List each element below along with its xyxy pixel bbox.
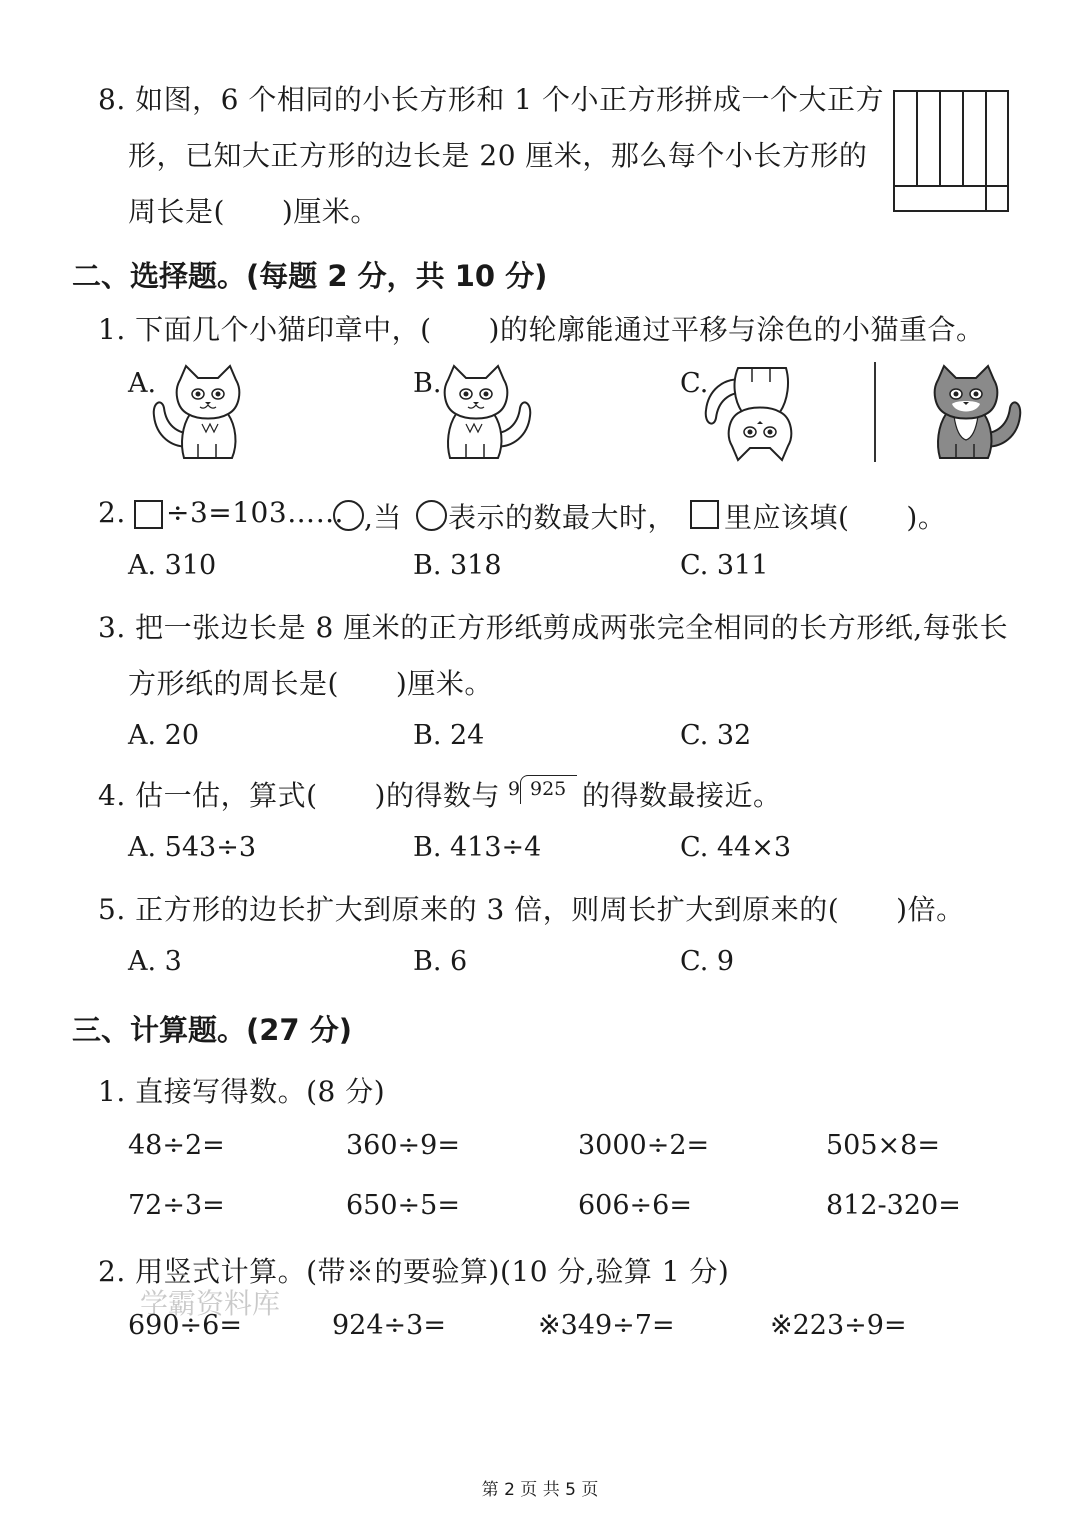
s3-q1-stem: 1. 直接写得数。(8 分)	[98, 1075, 386, 1108]
watermark: 学霸资料库	[140, 1287, 281, 1320]
long-division-divisor: 9	[508, 778, 521, 800]
gray-cat-image	[926, 364, 1022, 462]
calc-item: 72÷3=	[128, 1190, 225, 1221]
box-symbol-1	[134, 500, 163, 529]
s2-q5-stem: 5. 正方形的边长扩大到原来的 3 倍，则周长扩大到原来的( )倍。	[98, 893, 965, 926]
cat-b-image	[436, 364, 532, 462]
s2-q1-stem: 1. 下面几个小猫印章中，( )的轮廓能通过平移与涂色的小猫重合。	[98, 313, 985, 346]
s2-q3-option-c: C. 32	[680, 720, 752, 751]
page-footer: 第 2 页 共 5 页	[481, 1480, 599, 1500]
s2-q3-option-b: B. 24	[413, 720, 485, 751]
circle-symbol-2	[416, 500, 447, 531]
calc-item: 3000÷2=	[578, 1130, 710, 1161]
q8-figure	[893, 90, 1009, 212]
calc-item: 505×8=	[826, 1130, 940, 1161]
section2-title: 二、选择题。(每题 2 分，共 10 分)	[72, 259, 548, 293]
s2-q1-option-b: B.	[413, 368, 442, 399]
vertical-calc-item: 924÷3=	[332, 1310, 446, 1341]
s2-q2-part3: 表示的数最大时，	[448, 501, 677, 534]
s2-q5-option-a: A. 3	[128, 946, 182, 977]
s2-q3-option-a: A. 20	[128, 720, 200, 751]
s2-q2-num: 2.	[98, 496, 126, 529]
s2-q5-option-c: C. 9	[680, 946, 735, 977]
s2-q4-part1: 4. 估一估，算式( )的得数与	[98, 779, 500, 812]
s2-q3-line2: 方形纸的周长是( )厘米。	[128, 667, 493, 700]
s2-q1-option-c: C.	[680, 368, 709, 399]
cat-a-image	[152, 364, 248, 462]
cat-c-image	[704, 364, 800, 462]
box-symbol-2	[690, 500, 719, 529]
vertical-calc-item: ※349÷7=	[538, 1310, 675, 1341]
s2-q4-part2: 的得数最接近。	[582, 779, 782, 812]
figure-divider	[874, 362, 876, 462]
s2-q4-option-c: C. 44×3	[680, 832, 792, 863]
long-division-dividend: 925	[530, 778, 567, 800]
section3-title: 三、计算题。(27 分)	[72, 1013, 352, 1047]
q8-line1: 8. 如图，6 个相同的小长方形和 1 个小正方形拼成一个大正方	[98, 83, 884, 116]
calc-item: 812-320=	[826, 1190, 961, 1221]
calc-item: 606÷6=	[578, 1190, 692, 1221]
s2-q5-option-b: B. 6	[413, 946, 468, 977]
s2-q4-option-a: A. 543÷3	[128, 832, 256, 863]
q8-line3: 周长是( )厘米。	[128, 195, 379, 228]
calc-item: 360÷9=	[346, 1130, 460, 1161]
s2-q4-option-b: B. 413÷4	[413, 832, 542, 863]
s2-q2-option-b: B. 318	[413, 550, 502, 581]
s2-q2-part2: ,当	[364, 501, 402, 534]
vertical-calc-item: 690÷6=	[128, 1310, 242, 1341]
s3-q2-stem: 2. 用竖式计算。(带※的要验算)(10 分,验算 1 分)	[98, 1255, 730, 1288]
calc-item: 48÷2=	[128, 1130, 225, 1161]
s2-q3-line1: 3. 把一张边长是 8 厘米的正方形纸剪成两张完全相同的长方形纸,每张长	[98, 611, 1009, 644]
circle-symbol-1	[333, 500, 364, 531]
s2-q2-part1: ÷3=103……	[166, 496, 345, 529]
s2-q2-option-c: C. 311	[680, 550, 769, 581]
s2-q1-option-a: A.	[128, 368, 157, 399]
calc-item: 650÷5=	[346, 1190, 460, 1221]
vertical-calc-item: ※223÷9=	[770, 1310, 907, 1341]
s2-q2-part4: 里应该填( )。	[724, 501, 947, 534]
s2-q2-option-a: A. 310	[128, 550, 217, 581]
q8-line2: 形，已知大正方形的边长是 20 厘米，那么每个小长方形的	[128, 139, 868, 172]
